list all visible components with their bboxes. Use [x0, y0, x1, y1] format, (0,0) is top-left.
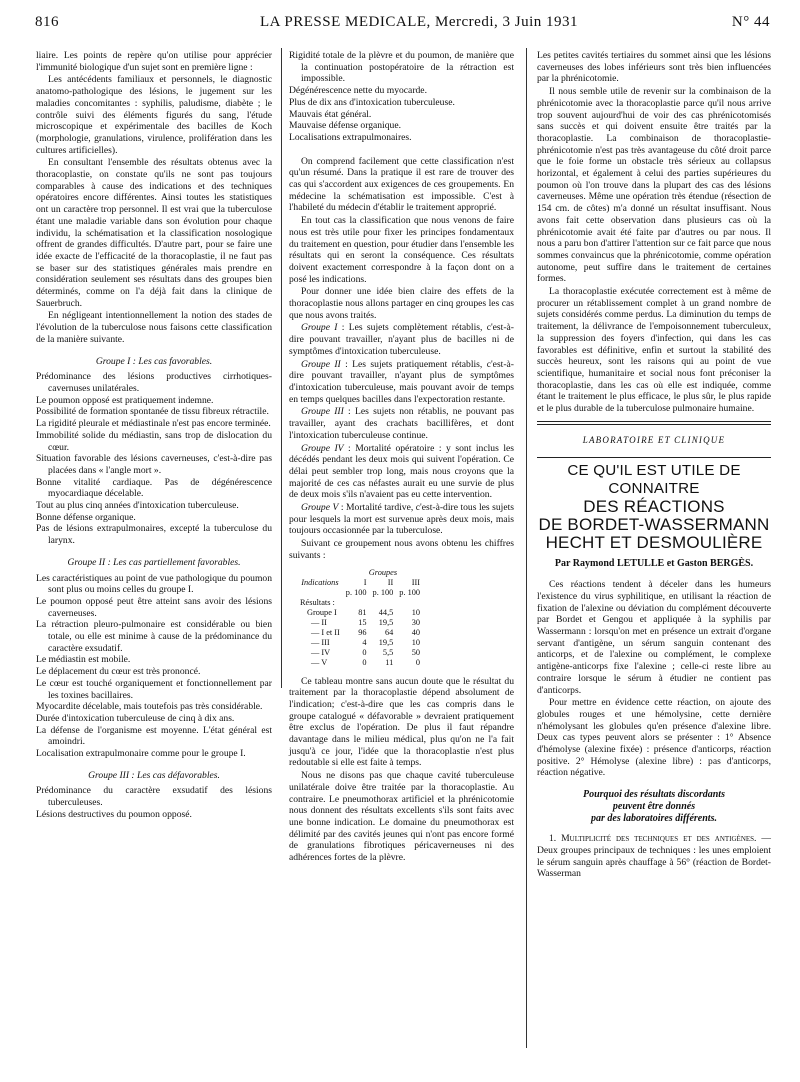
- page-number: 816: [35, 14, 59, 30]
- cell: 19,5: [378, 617, 394, 627]
- list-item: Mauvais état général.: [289, 108, 372, 120]
- journal-title: LA PRESSE MEDICALE, Mercredi, 3 Juin 1931: [260, 14, 578, 30]
- issue-number: N° 44: [731, 14, 770, 30]
- paragraph: Les antécédents familiaux et personnels, le diagnostic anatomo-pathologique des lésions, le jugement sur les maladies concomitantes : syphilis, paludisme, diabète ; le contrôle suivi des éléments figurés du sang, l'étude microscopique et expérimentale des bacilles de Koch (morphologie, granulations, virulence, prolifération dans les cultures artificielles).: [36, 74, 272, 156]
- paragraph: Ce tableau montre sans aucun doute que le résultat du traitement par la thoracoplastie dépend absolument de l'indication; c'est-à-dire que les cas compris dans le groupe catalogué « défavorable » devraient pratiquement être exclus de l'opération. De plus il faut répandre davantage dans le milieu médical, plus qu'on ne l'a fait jusqu'à ce jour, l'idée que la thoracoplastie n'est plus redoutable si elle est faite à temps.: [289, 675, 514, 769]
- group-label: Groupe II: [301, 358, 341, 370]
- results-table: [297, 568, 423, 668]
- group-definition: [289, 359, 514, 406]
- column-2: [289, 50, 514, 865]
- group-1-heading: Groupe I : Les cas favorables.: [95, 355, 213, 367]
- cell: 44,5: [378, 607, 394, 617]
- paragraph: Pour mettre en évidence cette réaction, on ajoute des globules rouges et une hémolysine, cette dernière n'hémolysant les globules qu'en présence d'alexine libre. Deux cas types peuvent alors se présenter : 1° Absence d'hémolyse (alexine fixée) : présence d'anticorps, réaction positive. 2° Hémolyse (alexine libre) : pas d'anticorps, réaction négative.: [537, 697, 771, 779]
- table-row: [297, 658, 423, 668]
- group-3-list-continued: [289, 50, 514, 144]
- row-label: — II: [311, 617, 327, 627]
- table-col-head: I: [363, 577, 367, 587]
- list-item: Myocardite décelable, mais toutefois pas très considérable.: [36, 701, 263, 713]
- table-row: [297, 648, 423, 658]
- table-row: [297, 628, 423, 638]
- group-definition: [289, 443, 514, 502]
- cell: 10: [411, 637, 421, 647]
- table-col-head: III: [411, 577, 421, 587]
- group-1-list: [36, 371, 272, 547]
- table-col-head: II: [387, 577, 394, 587]
- paragraph: En consultant l'ensemble des résultats obtenus avec la thoracoplastie, on constate qu'ils ne sont pas toujours comparables à cause des indications et des techniques opératoires encore différentes. Ainsi toutes les statistiques ont un caractère trop personnel. Il est vrai que la tuberculose étant une maladie variable dans son évolution pour chaque individu, la schématisation et la classification nosologique offrent de grandes difficultés. D'autre part, pour se faire une idée exacte de l'efficacité de la thoracoplastie, il ne faut pas se baser sur des statistiques générales mais prendre en considération seulement ses résultats dans des groupes bien déterminés, comme on l'a déjà fait dans la clinique de Sauerbruch.: [36, 157, 272, 309]
- group-3-heading: Groupe III : Les cas défavorables.: [88, 769, 220, 781]
- list-item: Plus de dix ans d'intoxication tuberculeuse.: [289, 96, 455, 108]
- group-text: : Les sujets complètement rétablis, c'est-à-dire pouvant travailler, n'ayant plus de bacilles ni de symptômes d'intoxication tuberculeuse.: [289, 322, 514, 357]
- group-2-heading: Groupe II : Les cas partiellement favorables.: [67, 556, 241, 568]
- group-definition: [289, 322, 514, 357]
- paragraph: Nous ne disons pas que chaque cavité tuberculeuse unilatérale doive être traitée par la thoracoplastie. Au contraire. Le pneumothorax artificiel et la phrénicotomie nous donnent des résultats excellents s'ils sont faits avec une bonne indication. Le domaine du pneumothorax est délimité par des cavités jeunes qui n'ont pas encore formé de granulations fibrotiques péricaverneuses ni des adhérences fortes de la plèvre.: [289, 770, 514, 864]
- list-item: Le déplacement du cœur est très prononcé.: [36, 666, 201, 678]
- paragraph: [537, 833, 771, 880]
- cell: 30: [411, 617, 421, 627]
- paragraph-lead: 1. Multiplicité des techniques et des antigènes.: [549, 833, 757, 845]
- table-unit: p. 100: [345, 587, 367, 597]
- paragraph: Les petites cavités tertiaires du sommet ainsi que les lésions caverneuses des lobes inférieurs sont très bien influencées par la phrénicotomie.: [537, 50, 771, 85]
- subheading-line: peuvent être donnés: [612, 801, 696, 813]
- cell: 81: [358, 607, 367, 617]
- table-row: [297, 618, 423, 628]
- cell: 0: [362, 657, 367, 667]
- divider: [537, 457, 771, 458]
- byline: Par Raymond LETULLE et Gaston BERGÈS.: [554, 557, 754, 569]
- table-indications-label: Indications: [301, 577, 339, 587]
- headline-line: DE BORDET-WASSERMANN: [538, 514, 770, 534]
- group-definition: [289, 406, 514, 441]
- group-text: : Les sujets non rétablis, ne pouvant pas travailler, ayant des crachats bacillifères, et dont l'intoxication tuberculeuse continue.: [289, 406, 514, 441]
- row-label: — IV: [311, 647, 331, 657]
- headline-line: HECHT ET DESMOULIÈRE: [545, 532, 763, 552]
- list-item: Immobilité solide du médiastin, sans trop de dislocation du cœur.: [36, 429, 272, 453]
- paragraph: En tout cas la classification que nous venons de faire nous est très utile pour fixer les principes fondamentaux du traitement en question, pour étudier dans l'ensemble les résultats qui en seront la conséquence. Ces résultats doivent exactement correspondre à la façon dont on a posé les indications.: [289, 215, 514, 285]
- group-label: Groupe IV: [301, 442, 344, 454]
- list-item: Tout au plus cinq années d'intoxication tuberculeuse.: [36, 500, 239, 512]
- paragraph: On comprend facilement que cette classification n'est qu'un résumé. Dans la pratique il est rare de trouver des cas qui s'accordent aux exigences de ces groupements. En médecine la schématisation est impossible. C'est à l'habileté du médecin d'établir le traitement approprié.: [289, 155, 514, 214]
- subheading: [537, 789, 771, 825]
- paragraph: liaire. Les points de repère qu'on utilise pour apprécier l'immunité biologique d'un sujet sont en première ligne :: [36, 50, 272, 73]
- cell: 5,5: [382, 647, 394, 657]
- paragraph: Ces réactions tendent à déceler dans les humeurs l'existence du virus syphilitique, en utilisant la réaction de fixation de l'alexine ou déviation du complément découverte par Bordet et Gengou et appliquée à la syphilis par Wassermann : lorsqu'on met en présence un extrait d'organe servant d'antigène, un sérum sanguin contenant des anticorps, et de l'alexine ou complément, le complexe antigène-anticorps fixe l'alexine ; celle-ci reste libre au contraire lorsque le sérum à étudier ne contient pas d'anticorps.: [537, 579, 771, 696]
- cell: 0: [362, 647, 367, 657]
- group-definition: [289, 502, 514, 537]
- list-item: La rigidité pleurale et médiastinale n'est pas encore terminée.: [36, 418, 271, 430]
- cell: 15: [358, 617, 367, 627]
- list-item: Les caractéristiques au point de vue pathologique du poumon sont plus ou moins celles du groupe I.: [36, 572, 272, 596]
- cell: 40: [411, 627, 421, 637]
- row-label: Groupe I: [307, 607, 337, 617]
- row-label: — I et II: [311, 627, 340, 637]
- group-label: Groupe I: [301, 322, 338, 334]
- list-item: Prédominance des lésions productives cirrhotiques-cavernuses unilatérales.: [36, 371, 272, 394]
- group-2-list: [36, 573, 272, 760]
- paragraph: En négligeant intentionnellement la notion des stades de l'évolution de la tuberculose nous faisons cette classification de la manière suivante.: [36, 310, 272, 345]
- list-item: Le cœur est touché organiquement et fonctionnellement par les toxines bacillaires.: [36, 677, 272, 701]
- table-unit: p. 100: [399, 587, 421, 597]
- subheading-line: par des laboratoires différents.: [591, 813, 717, 825]
- cell: 50: [411, 647, 421, 657]
- section-title: LABORATOIRE ET CLINIQUE: [582, 434, 726, 445]
- list-item: Bonne vitalité cardiaque. Pas de dégénérescence myocardiaque décelable.: [36, 476, 272, 500]
- list-item: Rigidité totale de la plèvre et du poumon, de manière que la continuation postopératoire de la rétraction est impossible.: [289, 50, 514, 85]
- list-item: Prédominance du caractère exsudatif des lésions tuberculeuses.: [36, 785, 272, 809]
- list-item: Mauvaise défense organique.: [289, 120, 401, 132]
- cell: 0: [415, 657, 421, 667]
- column-3: [537, 50, 771, 881]
- page-header: [35, 14, 770, 38]
- paragraph: Suivant ce groupement nous avons obtenu les chiffres suivants :: [289, 538, 514, 561]
- cell: 64: [385, 627, 394, 637]
- list-item: La rétraction pleuro-pulmonaire est considérable ou bien totale, ou elle est minime à cause de la prédominance du caractère exsudatif.: [36, 619, 272, 654]
- headline-line: DES RÉACTIONS: [583, 496, 725, 516]
- paragraph-text: — Deux groupes principaux de techniques : les unes emploient le sérum sanguin après chauffage à 56° (réaction de Bordet-Wasserman: [537, 833, 771, 880]
- group-text: : Les sujets pratiquement rétablis, c'est-à-dire pouvant travailler, n'ayant plus de symptômes d'intoxication tuberculeuse, mais pouvant avoir de temps en temps quelques bacilles dans l'expectoration restante.: [289, 358, 514, 405]
- table-groupes-label: Groupes: [368, 567, 398, 577]
- cell: 10: [411, 607, 421, 617]
- subheading-line: Pourquoi des résultats discordants: [583, 789, 725, 801]
- column-1: [36, 50, 272, 821]
- cell: 96: [358, 627, 367, 637]
- list-item: Dégénérescence nette du myocarde.: [289, 85, 427, 97]
- list-item: Le poumon opposé peut être atteint sans avoir des lésions caverneuses.: [36, 595, 272, 619]
- cell: 11: [385, 657, 394, 667]
- group-label: Groupe III: [301, 406, 344, 418]
- paragraph: Pour donner une idée bien claire des effets de la thoracoplastie nous allons partager en cinq groupes les cas que nous avons traités.: [289, 286, 514, 321]
- section-separator: [537, 421, 771, 425]
- table-row: [297, 608, 423, 618]
- cell: 4: [362, 637, 367, 647]
- table-row: [297, 638, 423, 648]
- column-divider-right: [526, 48, 527, 1048]
- list-item: Localisation extrapulmonaire comme pour le groupe I.: [36, 748, 246, 760]
- list-item: La défense de l'organisme est moyenne. L'état général est amoindri.: [36, 724, 272, 748]
- list-item: Bonne défense organique.: [36, 511, 136, 523]
- paragraph: Il nous semble utile de revenir sur la combinaison de la phrénicotomie avec la thoracoplastie parce qu'il nous arrive trop souvent aujourd'hui de voir des cas phrénicotomisés sans succès et qui doivent ensuite être traités par la thoracoplastie. La combinaison de thoracoplastie-phrénicotomie n'est pas très avantageuse du côté droit parce que le foie forme un obstacle très sérieux au collapsus horizontal, et également à celui des parties supérieures du poumon où l'on trouve dans la plupart des cas des lésions caverneuses. Même une opération très étendue (résection de 154 cm. de côtes) m'a donné un résultat insuffisant. Nous avons fait cette observation dans plusieurs cas où la phrénicotomie avait été faite par d'autres ou par nous. Il nous a paru bon d'attirer l'attention sur ce fait parce que nous sommes convaincus que la phrénicotomie, comme opération autonome, peut suffire dans le traitement de certaines formes.: [537, 86, 771, 285]
- list-item: Pas de lésions extrapulmonaires, excepté la tuberculose du larynx.: [36, 523, 272, 547]
- list-item: Situation favorable des lésions caverneuses, c'est-à-dire pas placées dans « l'angle mort ».: [36, 453, 272, 476]
- column-divider-left: [281, 48, 282, 688]
- list-item: Durée d'intoxication tuberculeuse de cinq à dix ans.: [36, 712, 235, 724]
- list-item: Possibilité de formation spontanée de tissu fibreux rétractile.: [36, 406, 269, 418]
- paragraph: La thoracoplastie exécutée correctement est à même de procurer un rétablissement complet à un grand nombre de sujets considérés comme perdus. La diminution du temps de traitement, la délivrance de l'empoisonnement tuberculeux, la suppression des foyers d'infection, qui dans les cas favorables est définitive, enfin et surtout la stabilité des succès heureux, sont les raisons qui au point de vue scientifique, humanitaire et social nous font préconiser la thoracoplastie, dans les cas où elle est indiquée, comme étant le traitement le plus efficace, le plus sûr, le plus rapide et le plus durable de la tuberculose pulmonaire humaine.: [537, 286, 771, 415]
- row-label: — III: [311, 637, 330, 647]
- list-item: Lésions destructives du poumon opposé.: [36, 808, 192, 820]
- group-text: : Mortalité tardive, c'est-à-dire tous les sujets pour lesquels la mort est survenue après deux mois, mais toujours occasionnée par la tuberculose.: [289, 502, 514, 537]
- group-text: : Mortalité opératoire : y sont inclus les décédés pendant les deux mois qui suivent l'opération. Ce délai peut sembler trop long, mais nous croyons que la majorité de ces cas néfastes aurait eu une survie de plus de deux mois s'ils n'avaient pas eu cette intervention.: [289, 442, 514, 501]
- group-label: Groupe V: [301, 502, 339, 514]
- table-unit: p. 100: [372, 587, 394, 597]
- table-resultats-label: Résultats :: [300, 597, 335, 607]
- list-item: Le poumon opposé est pratiquement indemne.: [36, 394, 214, 406]
- article-headline: [537, 462, 771, 552]
- row-label: — V: [311, 657, 328, 667]
- list-item: Le médiastin est mobile.: [36, 654, 131, 666]
- headline-line: CE QU'IL EST UTILE DE CONNAITRE: [567, 461, 741, 497]
- group-3-list: [36, 785, 272, 820]
- cell: 19,5: [378, 637, 394, 647]
- list-item: Localisations extrapulmonaires.: [289, 131, 412, 143]
